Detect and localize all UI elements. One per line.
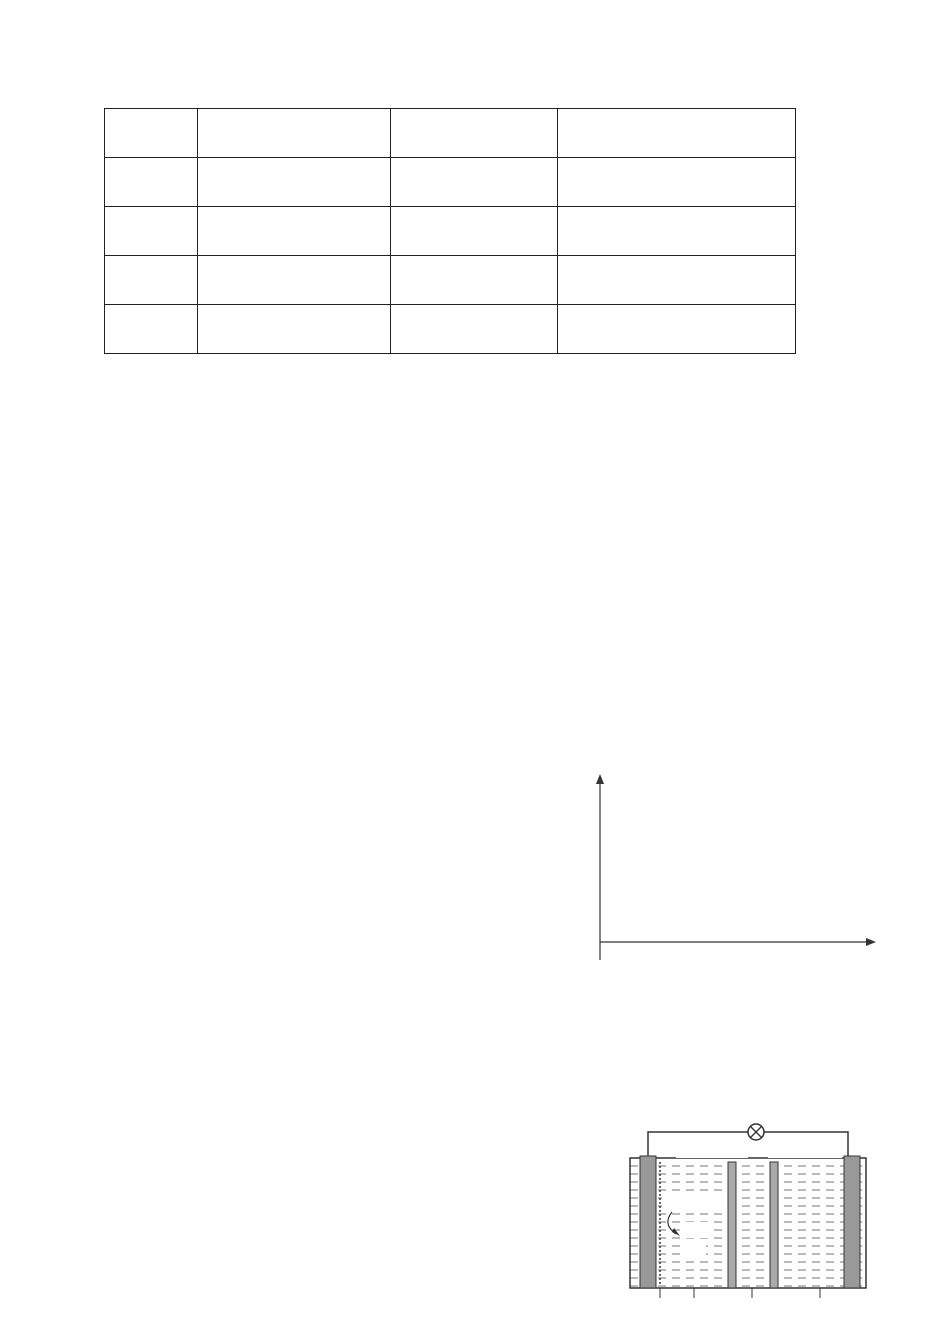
- table-cell: [558, 207, 796, 256]
- table-row: [105, 256, 796, 305]
- electrode-a: [640, 1156, 656, 1288]
- table-cell: [105, 158, 198, 207]
- membrane-2: [770, 1162, 778, 1288]
- table-header: [558, 109, 796, 158]
- table-cell: [198, 207, 391, 256]
- x-axis-arrow: [866, 938, 876, 946]
- membrane-1: [728, 1162, 736, 1288]
- table-cell: [105, 305, 198, 354]
- table-cell: [391, 207, 558, 256]
- table-cell: [391, 158, 558, 207]
- table-row: [105, 158, 796, 207]
- table-cell: [198, 305, 391, 354]
- tank: [630, 1158, 866, 1288]
- table-cell: [105, 207, 198, 256]
- table-header: [391, 109, 558, 158]
- table-header: [198, 109, 391, 158]
- table-cell: [558, 158, 796, 207]
- table-cell: [198, 158, 391, 207]
- desalination-cell-diagram: [600, 1122, 900, 1340]
- table-row: [105, 305, 796, 354]
- table-header: [105, 109, 198, 158]
- table-cell: [198, 256, 391, 305]
- concentration-chart: [560, 770, 890, 970]
- electrode-b: [844, 1156, 860, 1288]
- table-cell: [391, 305, 558, 354]
- table-row: [105, 207, 796, 256]
- table-cell: [105, 256, 198, 305]
- table-cell: [391, 256, 558, 305]
- y-axis-arrow: [596, 774, 604, 784]
- table-cell: [558, 305, 796, 354]
- q4-table: [104, 108, 796, 354]
- table-cell: [558, 256, 796, 305]
